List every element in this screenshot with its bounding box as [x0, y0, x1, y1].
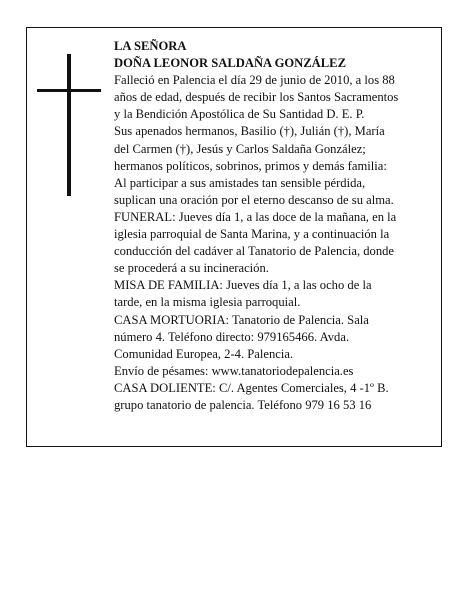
family-home-details: CASA DOLIENTE: C/. Agentes Comerciales, 4 -1º B. grupo tanatorio de palencia. Teléfono 979 16 53 16 — [114, 380, 389, 412]
heading-title: LA SEÑORA — [114, 39, 187, 53]
family-list: Sus apenados hermanos, Basilio (†), Julián (†), María del Carmen (†), Jesús y Carlos Saldaña González; hermanos políticos, sobrinos, primos y demás familia: — [114, 124, 387, 173]
prayer-request: Al participar a sus amistades tan sensible pérdida, suplican una oración por el eterno descanso de su alma. — [114, 175, 394, 207]
condolences-website: Envío de pésames: www.tanatoriodepalencia.es — [114, 363, 354, 378]
funeral-details: FUNERAL: Jueves día 1, a las doce de la mañana, en la iglesia parroquial de Santa Marina, y a continuación la conducción del cadáver al Tanatorio de Palencia, donde se procederá a su incineración. — [114, 209, 397, 276]
deceased-name: DOÑA LEONOR SALDAÑA GONZÁLEZ — [114, 56, 346, 71]
cross-vertical-bar — [67, 54, 71, 196]
funeral-home-details: CASA MORTUORIA: Tanatorio de Palencia. Sala número 4. Teléfono directo: 979165466. Avda. Comunidad Europea, 2-4. Palencia. — [114, 312, 369, 361]
cross-horizontal-bar — [37, 89, 101, 92]
family-mass-details: MISA DE FAMILIA: Jueves día 1, a las ocho de la tarde, en la misma iglesia parroquial. — [114, 278, 372, 310]
latin-cross-icon — [37, 54, 101, 196]
obituary-text — [114, 38, 399, 414]
death-announcement: Falleció en Palencia el día 29 de junio de 2010, a los 88 años de edad, después de recibir los Santos Sacramentos y la Bendición Apostólica de Su Santidad D. E. P. — [114, 73, 399, 122]
